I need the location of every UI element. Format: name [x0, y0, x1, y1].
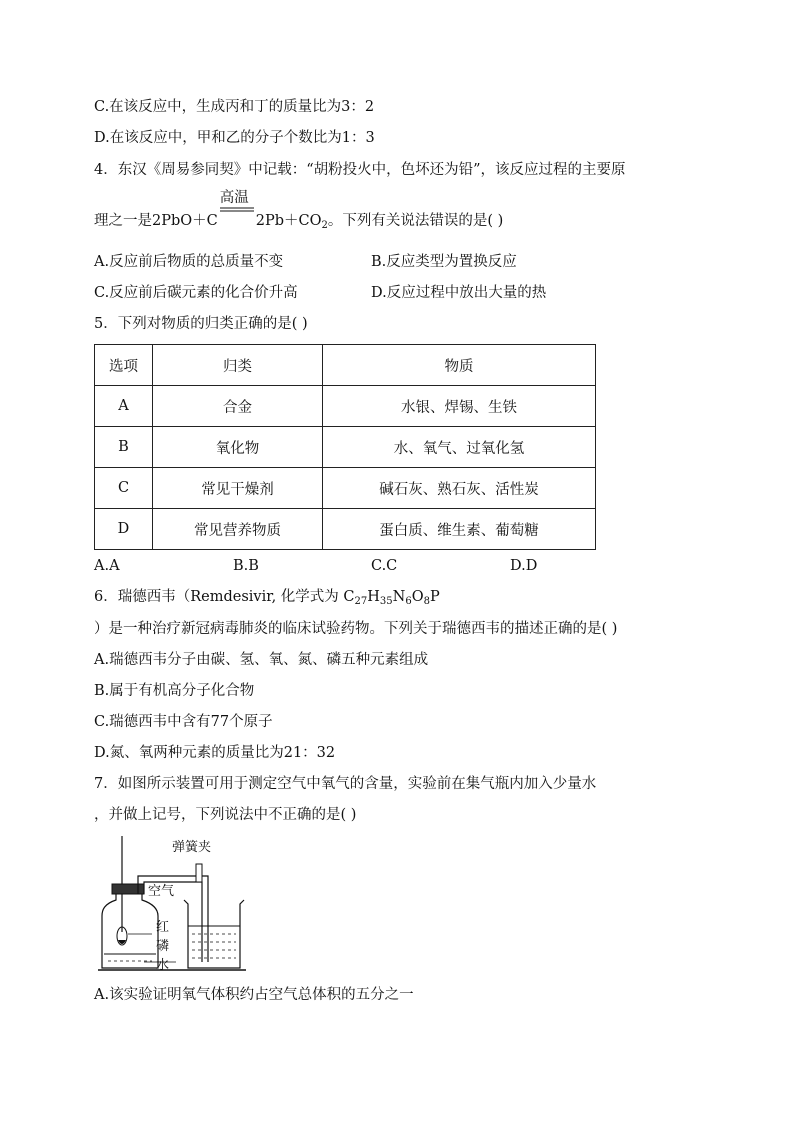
label-red: 红 [156, 920, 170, 935]
formula-element: O [411, 589, 424, 605]
q4-stem-suffix: 。下列有关说法错误的是( ) [327, 213, 504, 229]
q6-option-a: A.瑞德西韦分子由碳、氢、氧、氮、磷五种元素组成 [94, 652, 429, 668]
table-row [95, 468, 596, 509]
formula-element: P [429, 589, 440, 605]
table-row [95, 509, 596, 550]
table-row [95, 427, 596, 468]
formula-element: H [367, 589, 380, 605]
row-option: D [95, 509, 153, 550]
q5-answer-d: D.D [510, 558, 538, 574]
row-substances: 碱石灰、熟石灰、活性炭 [323, 468, 596, 509]
q6-stem-line2: ）是一种治疗新冠病毒肺炎的临床试验药物。下列关于瑞德西韦的描述正确的是( ) [94, 621, 618, 637]
q4-equation-right: 2Pb＋CO [255, 213, 322, 229]
apparatus-drawing [98, 836, 258, 976]
q5-answer-a: A.A [94, 558, 120, 574]
row-substances: 水、氧气、过氧化氢 [323, 427, 596, 468]
header-option: 选项 [95, 345, 153, 386]
row-category: 合金 [153, 386, 323, 427]
formula-count: 8 [423, 596, 430, 607]
label-water: 水 [156, 958, 170, 973]
q3-option-c: C.在该反应中，生成丙和丁的质量比为3：2 [94, 99, 375, 115]
q4-stem-prefix: 理之一是 [94, 213, 152, 229]
formula-element: N [392, 589, 406, 605]
q4-stem-line2 [94, 190, 504, 236]
q5-answer-b: B.B [233, 558, 259, 574]
table-header-row [95, 345, 596, 386]
q4-option-a: A.反应前后物质的总质量不变 [94, 254, 284, 270]
q7-stem-line1: 7．如图所示装置可用于测定空气中氧气的含量，实验前在集气瓶内加入少量水 [94, 776, 597, 792]
formula-count: 35 [379, 596, 393, 607]
label-air: 空气 [148, 884, 175, 899]
q4-option-d: D.反应过程中放出大量的热 [371, 285, 547, 301]
formula-element: C [343, 589, 355, 605]
q6-option-c: C.瑞德西韦中含有77个原子 [94, 714, 273, 730]
q6-option-d: D.氮、氧两种元素的质量比为21：32 [94, 745, 336, 761]
formula-count: 6 [405, 596, 412, 607]
table-row [95, 386, 596, 427]
row-category: 常见营养物质 [153, 509, 323, 550]
label-phosphorus: 磷 [156, 939, 170, 954]
q4-equation-condition [219, 190, 254, 225]
q4-option-b: B.反应类型为置换反应 [371, 254, 517, 270]
q7-option-a: A.该实验证明氧气体积约占空气总体积的五分之一 [94, 987, 414, 1003]
chemical-formula [343, 589, 439, 605]
q6-stem-prefix: 6．瑞德西韦（Remdesivir, 化学式为 [94, 589, 344, 605]
row-option: A [95, 386, 153, 427]
q4-option-c: C.反应前后碳元素的化合价升高 [94, 285, 298, 301]
row-category: 氧化物 [153, 427, 323, 468]
q5-classification-table [94, 344, 596, 550]
equation-double-line [220, 205, 254, 225]
q4-stem-line1: 4．东汉《周易参同契》中记载：“胡粉投火中，色坏还为铅”，该反应过程的主要原 [94, 162, 626, 178]
row-substances: 水银、焊锡、生铁 [323, 386, 596, 427]
label-spring-clip: 弹簧夹 [172, 840, 212, 855]
header-category: 归类 [153, 345, 323, 386]
formula-count: 27 [354, 596, 368, 607]
q4-equation-subscript: 2 [321, 220, 328, 231]
q4-condition-text: 高温 [219, 190, 249, 206]
q3-option-d: D.在该反应中，甲和乙的分子个数比为1：3 [94, 130, 375, 146]
q6-stem-line1 [94, 587, 440, 612]
q7-stem-line2: ，并做上记号，下列说法中不正确的是( ) [94, 807, 357, 823]
row-option: B [95, 427, 153, 468]
q6-option-b: B.属于有机高分子化合物 [94, 683, 255, 699]
q4-equation-left: 2PbO＋C [152, 213, 218, 229]
header-substances: 物质 [323, 345, 596, 386]
row-option: C [95, 468, 153, 509]
row-substances: 蛋白质、维生素、葡萄糖 [323, 509, 596, 550]
q5-stem: 5．下列对物质的归类正确的是( ) [94, 316, 308, 332]
row-category: 常见干燥剂 [153, 468, 323, 509]
oxygen-experiment-figure [98, 836, 258, 976]
q5-answer-c: C.C [371, 558, 398, 574]
